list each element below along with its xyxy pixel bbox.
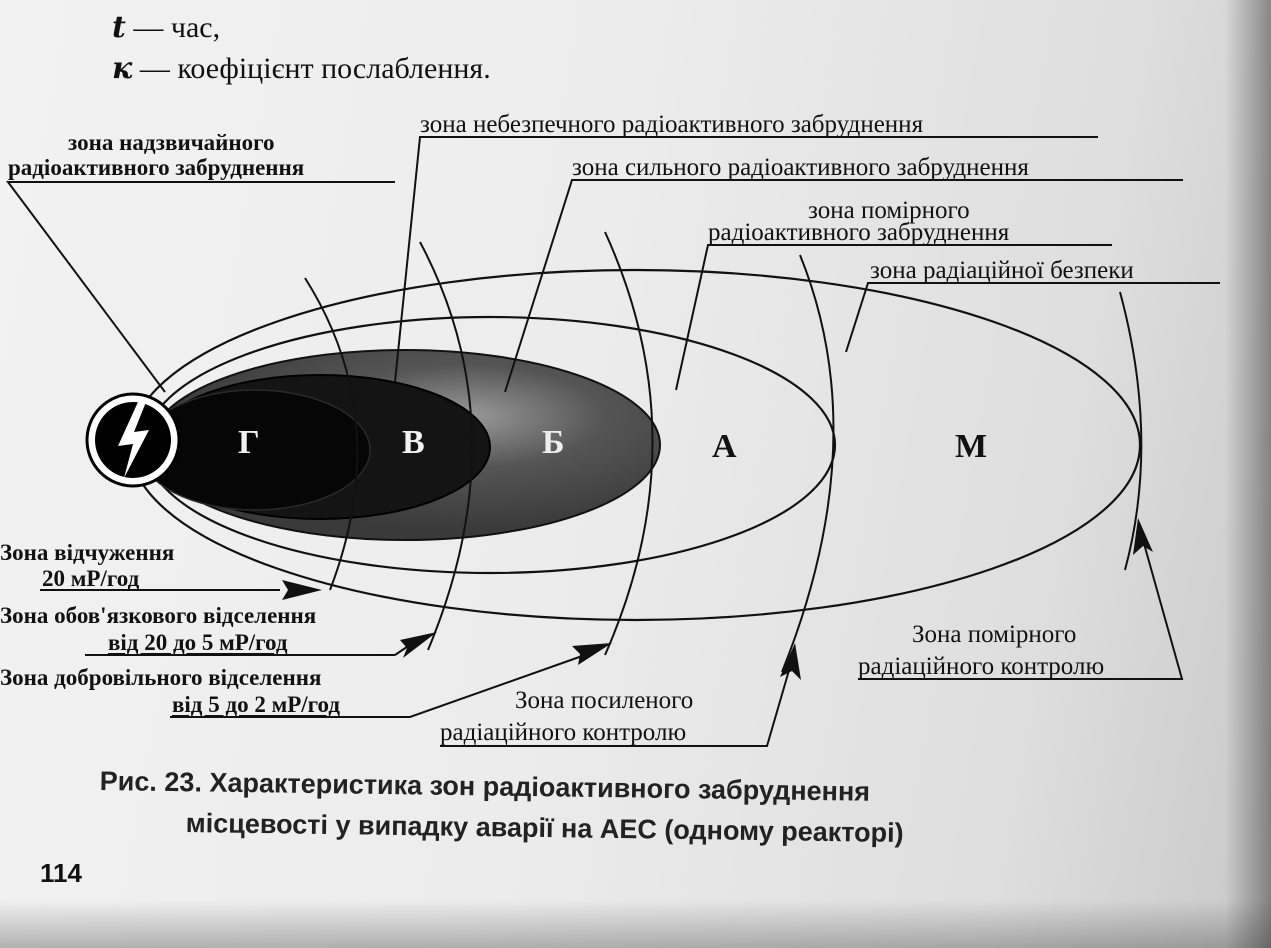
label-voluntary-value: від 5 до 2 мР/год: [172, 692, 341, 717]
legend-time-symbol: t: [112, 10, 126, 45]
label-moderate-line2: радіоактивного забруднення: [708, 219, 1010, 246]
label-mandatory-value: від 20 до 5 мР/год: [108, 630, 288, 655]
legend-coefficient-text: — коефіцієнт послаблення.: [132, 52, 491, 85]
label-exclusion-value: 20 мР/год: [42, 566, 140, 591]
label-enhanced-line2: радіаційного контролю: [440, 719, 687, 746]
label-mandatory-title: Зона обов'язкового відселення: [0, 603, 317, 628]
label-extreme-line2: радіоактивного забруднення: [8, 155, 305, 180]
page-shadow-right: [1225, 0, 1271, 948]
zone-letter-safety: М: [955, 428, 988, 465]
zone-letter-strong: Б: [542, 424, 565, 461]
label-voluntary-title: Зона добровільного відселення: [0, 665, 322, 690]
label-moderate-control-line1: Зона помірного: [912, 621, 1077, 648]
legend-coefficient-symbol: к: [112, 51, 133, 86]
label-safety: зона радіаційної безпеки: [870, 257, 1134, 284]
legend-time-text: — час,: [125, 11, 221, 44]
label-enhanced-line1: Зона посиленого: [515, 687, 694, 714]
label-moderate-line1: зона помірного: [808, 197, 970, 224]
figure-caption-line1: Рис. 23. Характеристика зон радіоактивного забруднення: [99, 766, 871, 807]
label-dangerous: зона небезпечного радіоактивного забруднення: [420, 111, 924, 138]
page-shadow-bottom: [0, 900, 1271, 948]
label-extreme-line1: зона надзвичайного: [68, 130, 275, 155]
leader-safety: [846, 283, 1220, 352]
zone-letter-extreme: Г: [238, 424, 260, 461]
figure-caption-line2: місцевості у випадку аварії на АЕС (одному реакторі): [185, 808, 904, 849]
label-exclusion-title: Зона відчуження: [0, 540, 175, 565]
lightning-bolt-icon: [87, 394, 179, 486]
label-moderate-control-line2: радіаційного контролю: [858, 653, 1105, 680]
label-strong: зона сильного радіоактивного забруднення: [572, 154, 1029, 181]
zone-letter-dangerous: В: [402, 424, 425, 461]
zone-letter-moderate: А: [712, 428, 737, 465]
page-number: 114: [40, 858, 82, 888]
